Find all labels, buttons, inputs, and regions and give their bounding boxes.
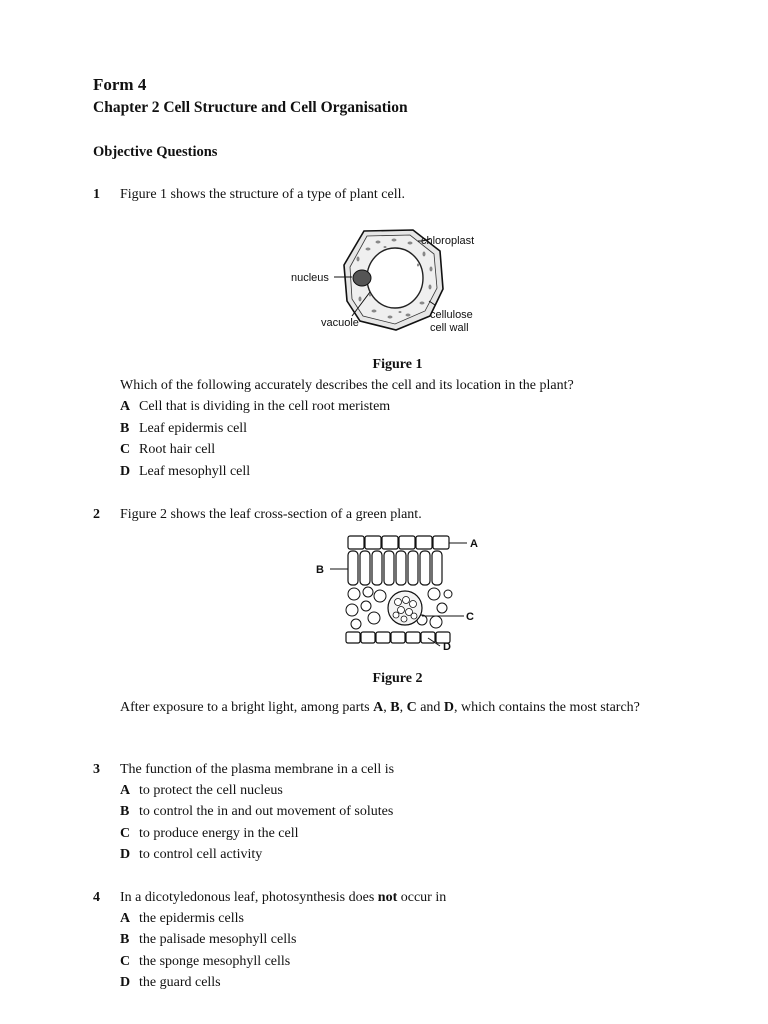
question-4-option-b[interactable] — [120, 932, 296, 948]
cellulose-label: cellulose — [430, 309, 473, 321]
option-letter: A — [120, 783, 131, 798]
option-letter: D — [120, 847, 131, 862]
question-3-number: 3 — [93, 762, 100, 777]
separator: , — [383, 700, 391, 715]
chapter-title: Chapter 2 Cell Structure and Cell Organisation — [93, 99, 408, 116]
question-2-text — [120, 697, 676, 718]
option-text: the palisade mesophyll cells — [139, 932, 297, 947]
option-letter: B — [120, 421, 130, 436]
question-1-option-b[interactable] — [120, 421, 247, 437]
question-3-option-d[interactable] — [120, 847, 262, 863]
part-c-ref: C — [406, 700, 417, 715]
question-1-option-a[interactable] — [120, 399, 390, 415]
label-b: B — [316, 564, 324, 576]
option-text: Leaf epidermis cell — [139, 421, 248, 436]
figure-2-leaf-cross-section-diagram — [312, 532, 482, 652]
nucleus-label: nucleus — [291, 272, 329, 284]
question-3-option-b[interactable] — [120, 804, 393, 820]
option-letter: C — [120, 954, 131, 969]
question-4-text-start: In a dicotyledonous leaf, photosynthesis does — [120, 890, 378, 905]
question-3-option-a[interactable] — [120, 783, 283, 799]
figure-1-plant-cell-diagram — [290, 227, 480, 335]
cell-wall-label: cell wall — [430, 322, 469, 334]
question-4-option-a[interactable] — [120, 911, 244, 927]
chloroplast-label: chloroplast — [421, 235, 475, 247]
option-text: Cell that is dividing in the cell root meristem — [139, 399, 391, 414]
option-text: to control cell activity — [139, 847, 263, 862]
option-text: the guard cells — [139, 975, 221, 990]
option-letter: C — [120, 442, 131, 457]
option-letter: B — [120, 932, 130, 947]
question-2-text-end: , which contains the most starch? — [454, 700, 640, 715]
question-1-option-d[interactable] — [120, 464, 250, 480]
question-1-number: 1 — [93, 187, 100, 202]
question-4-option-c[interactable] — [120, 954, 290, 970]
figure-1-caption: Figure 1 — [372, 357, 423, 372]
question-3-text: The function of the plasma membrane in a cell is — [120, 762, 395, 777]
label-c: C — [466, 611, 474, 623]
question-1-text: Which of the following accurately describes the cell and its location in the plant? — [120, 378, 574, 393]
option-text: the epidermis cells — [139, 911, 244, 926]
nucleus-shape — [353, 270, 371, 286]
question-2-prompt: Figure 2 shows the leaf cross-section of a green plant. — [120, 507, 422, 522]
option-letter: A — [120, 399, 131, 414]
part-d-ref: D — [443, 700, 455, 715]
emphasis-not: not — [377, 890, 398, 905]
vascular-bundle — [388, 591, 422, 625]
option-text: the sponge mesophyll cells — [139, 954, 291, 969]
question-4-option-d[interactable] — [120, 975, 221, 991]
figure-2-caption: Figure 2 — [372, 671, 423, 686]
part-b-ref: B — [390, 700, 400, 715]
option-text: Root hair cell — [139, 442, 216, 457]
lower-epidermis-cells — [346, 632, 450, 643]
question-4-text — [120, 890, 446, 906]
label-d: D — [443, 641, 451, 652]
form-title: Form 4 — [93, 75, 147, 94]
question-4-number: 4 — [93, 890, 100, 905]
option-text: to protect the cell nucleus — [139, 783, 283, 798]
question-4-text-end: occur in — [397, 890, 447, 905]
option-letter: C — [120, 826, 131, 841]
vacuole-shape — [367, 248, 423, 308]
option-text: Leaf mesophyll cell — [139, 464, 251, 479]
option-text: to control the in and out movement of solutes — [139, 804, 394, 819]
separator: , — [399, 700, 407, 715]
option-letter: D — [120, 975, 131, 990]
option-letter: D — [120, 464, 131, 479]
question-2-number: 2 — [93, 507, 100, 522]
question-3-option-c[interactable] — [120, 826, 299, 842]
question-1-option-c[interactable] — [120, 442, 215, 458]
part-a-ref: A — [373, 700, 384, 715]
section-title: Objective Questions — [93, 144, 218, 160]
and-word: and — [416, 700, 444, 715]
option-letter: B — [120, 804, 130, 819]
label-a: A — [470, 538, 478, 550]
vacuole-label: vacuole — [321, 317, 359, 329]
option-text: to produce energy in the cell — [139, 826, 299, 841]
question-1-prompt: Figure 1 shows the structure of a type of plant cell. — [120, 187, 405, 202]
question-2-text-start: After exposure to a bright light, among parts — [120, 700, 374, 715]
option-letter: A — [120, 911, 131, 926]
upper-epidermis-cells — [348, 536, 449, 549]
